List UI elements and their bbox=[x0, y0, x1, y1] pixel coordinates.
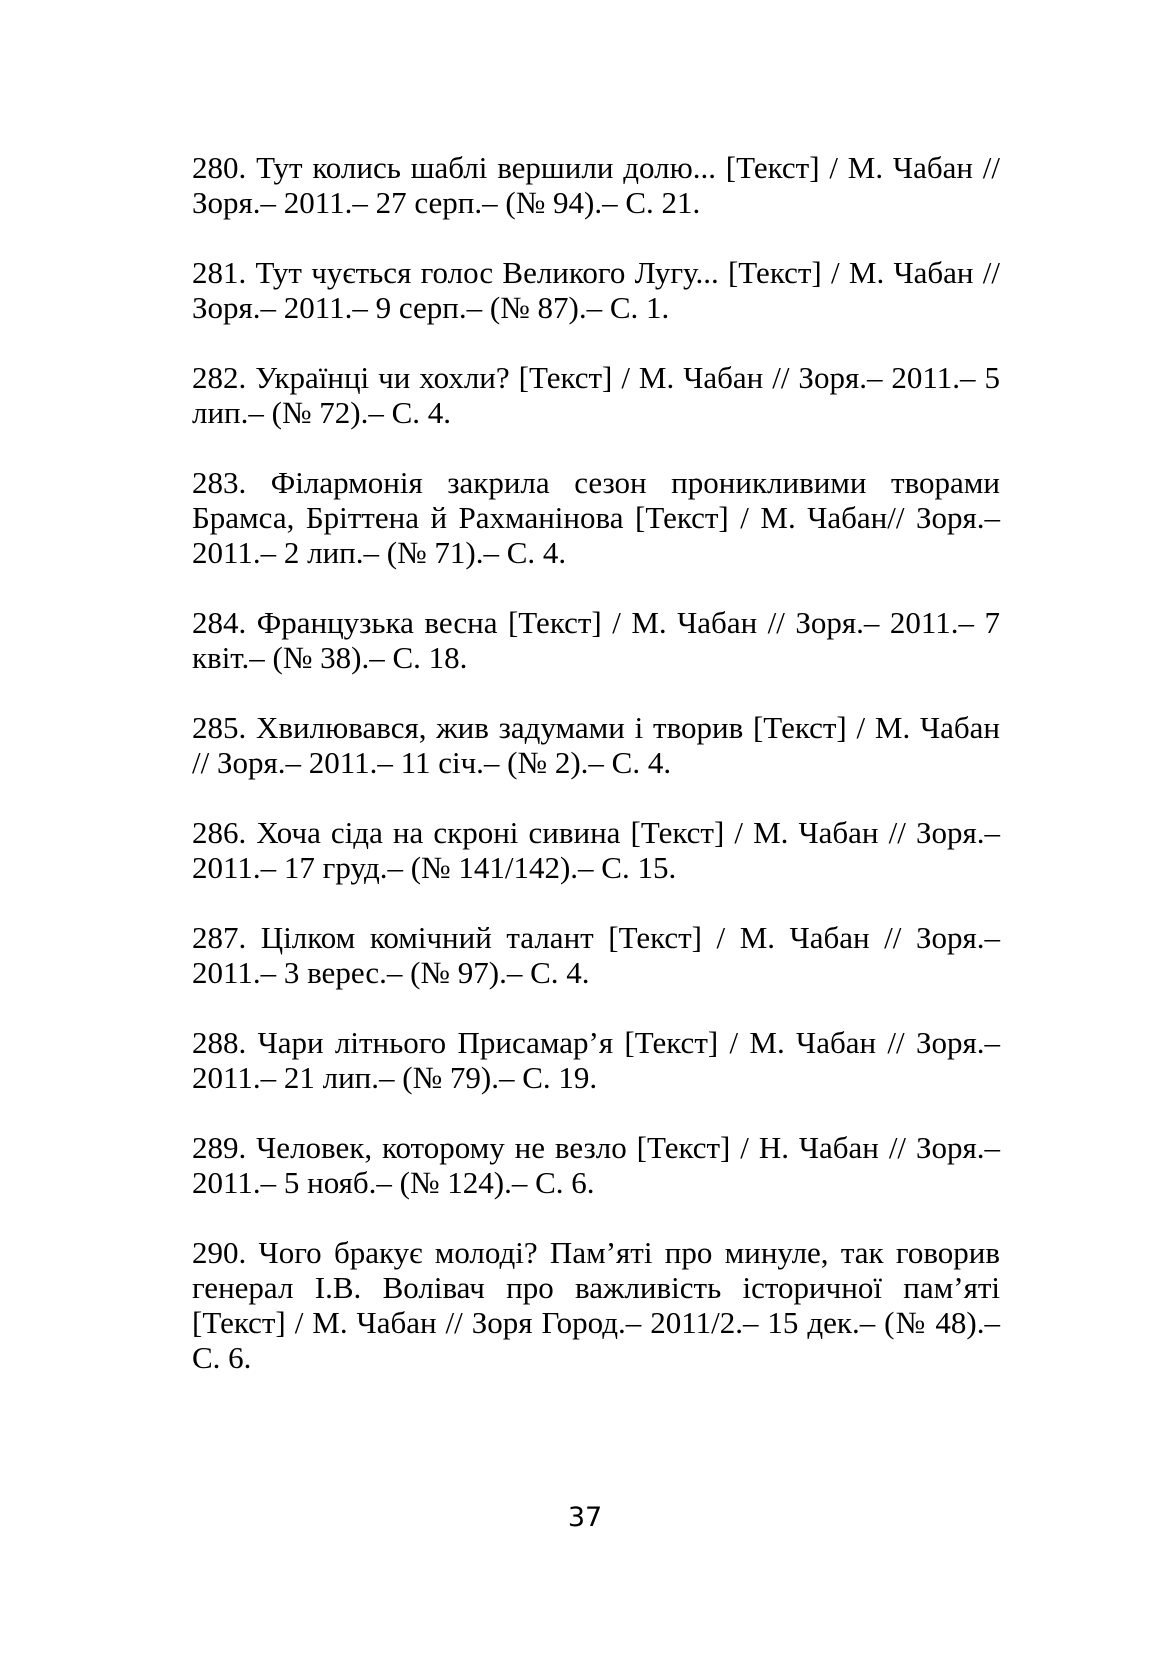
bibliography-entry-290: 290. Чого бракує молоді? Пам’яті про минуле, так говорив генерал І.В. Волівач про важливість історичної пам’яті [Текст] / М. Чабан // Зоря Город.– 2011/2.– 15 дек.– (№ 48).– С. 6. bbox=[192, 1235, 1000, 1375]
bibliography-entry-286: 286. Хоча сіда на скроні сивина [Текст] / М. Чабан // Зоря.– 2011.– 17 груд.– (№ 141/142).– С. 15. bbox=[192, 815, 1000, 885]
bibliography-entry-287: 287. Цілком комічний талант [Текст] / М. Чабан // Зоря.– 2011.– 3 верес.– (№ 97).– С. 4. bbox=[192, 920, 1000, 990]
bibliography-entry-284: 284. Французька весна [Текст] / М. Чабан // Зоря.– 2011.– 7 квіт.– (№ 38).– С. 18. bbox=[192, 605, 1000, 675]
bibliography-entry-281: 281. Тут чується голос Великого Лугу... [Текст] / М. Чабан // Зоря.– 2011.– 9 серп.– (№ 87).– С. 1. bbox=[192, 255, 1000, 325]
bibliography-entry-288: 288. Чари літнього Присамар’я [Текст] / М. Чабан // Зоря.– 2011.– 21 лип.– (№ 79).– С. 19. bbox=[192, 1025, 1000, 1095]
bibliography-entry-285: 285. Хвилювався, жив задумами і творив [Текст] / М. Чабан // Зоря.– 2011.– 11 січ.– (№ 2).– С. 4. bbox=[192, 710, 1000, 780]
bibliography-entry-282: 282. Українці чи хохли? [Текст] / М. Чабан // Зоря.– 2011.– 5 лип.– (№ 72).– С. 4. bbox=[192, 360, 1000, 430]
page-number: 37 bbox=[567, 1502, 603, 1533]
bibliography-entry-289: 289. Человек, которому не везло [Текст] / Н. Чабан // Зоря.– 2011.– 5 нояб.– (№ 124).– С. 6. bbox=[192, 1130, 1000, 1200]
bibliography-entry-280: 280. Тут колись шаблі вершили долю... [Текст] / М. Чабан // Зоря.– 2011.– 27 серп.– (№ 94).– С. 21. bbox=[192, 150, 1000, 220]
bibliography-list bbox=[192, 150, 1000, 1410]
bibliography-entry-283: 283. Філармонія закрила сезон проникливими творами Брамса, Бріттена й Рахманінова [Текст] / М. Чабан// Зоря.– 2011.– 2 лип.– (№ 71).– С. 4. bbox=[192, 465, 1000, 570]
